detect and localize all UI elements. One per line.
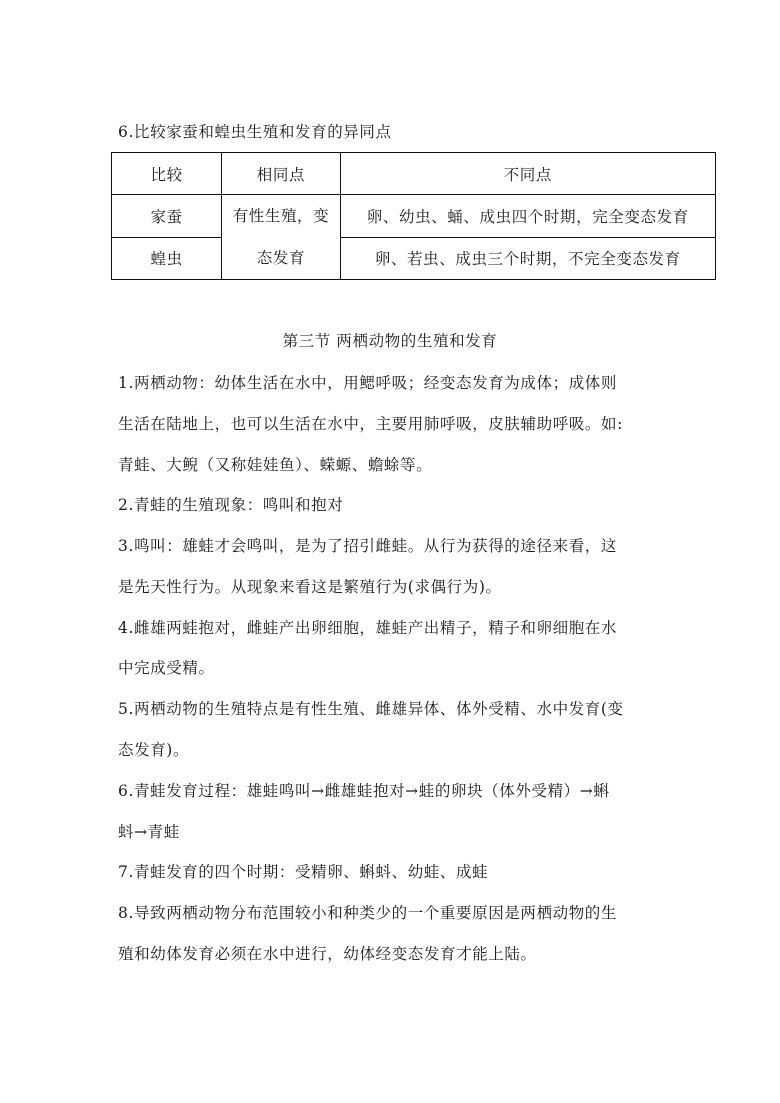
same-points-line2: 态发育: [256, 249, 306, 267]
paragraph-line: 蚪→青蛙: [118, 823, 180, 841]
section-title: 第三节 两栖动物的生殖和发育: [282, 332, 498, 350]
paragraph-line: 1.两栖动物：幼体生活在水中，用鳃呼吸；经变态发育为成体；成体则: [118, 374, 617, 392]
paragraph-line: 8.导致两栖动物分布范围较小和种类少的一个重要原因是两栖动物的生: [118, 904, 617, 922]
header-same: 相同点: [222, 153, 340, 195]
row-name-locust: 蝗虫: [112, 237, 222, 280]
paragraph-line: 4.雌雄两蛙抱对，雌蛙产出卵细胞，雄蛙产出精子，精子和卵细胞在水: [118, 619, 617, 637]
paragraph-line: 7.青蛙发育的四个时期：受精卵、蝌蚪、幼蛙、成蛙: [118, 863, 489, 881]
paragraph-line: 态发育)。: [118, 741, 190, 759]
same-points-line1: 有性生殖，变: [232, 207, 330, 225]
question-6-heading: 6.比较家蚕和蝗虫生殖和发育的异同点: [118, 123, 392, 141]
paragraph-line: 中完成受精。: [118, 659, 215, 677]
paragraph-line: 5.两栖动物的生殖特点是有性生殖、雌雄异体、体外受精、水中发育(变: [118, 700, 624, 718]
paragraph-line: 青蛙、大鲵（又称娃娃鱼）、蝾螈、蟾蜍等。: [118, 456, 433, 474]
paragraph-line: 生活在陆地上，也可以生活在水中，主要用肺呼吸，皮肤辅助呼吸。如:: [118, 415, 623, 433]
paragraph-line: 3.鸣叫：雄蛙才会鸣叫，是为了招引雌蛙。从行为获得的途径来看，这: [118, 537, 617, 555]
header-different: 不同点: [340, 153, 715, 195]
table-row: [112, 195, 716, 238]
paragraph-line: 6.青蛙发育过程：雄蛙鸣叫→雌雄蛙抱对→蛙的卵块（体外受精）→蝌: [118, 782, 610, 800]
comparison-table: [111, 152, 716, 280]
row-diff-locust: 卵、若虫、成虫三个时期，不完全变态发育: [340, 237, 715, 280]
paragraph-line: 2.青蛙的生殖现象：鸣叫和抱对: [118, 496, 344, 514]
paragraph-line: 殖和幼体发育必须在水中进行，幼体经变态发育才能上陆。: [118, 945, 537, 963]
table-row: [112, 237, 716, 280]
paragraph-line: 是先天性行为。从现象来看这是繁殖行为(求偶行为)。: [118, 578, 502, 596]
table-header-row: [112, 153, 716, 195]
row-name-silkworm: 家蚕: [112, 195, 222, 238]
row-diff-silkworm: 卵、幼虫、蛹、成虫四个时期，完全变态发育: [340, 195, 715, 238]
same-points-cell: [222, 195, 340, 280]
header-compare: 比较: [112, 153, 222, 195]
